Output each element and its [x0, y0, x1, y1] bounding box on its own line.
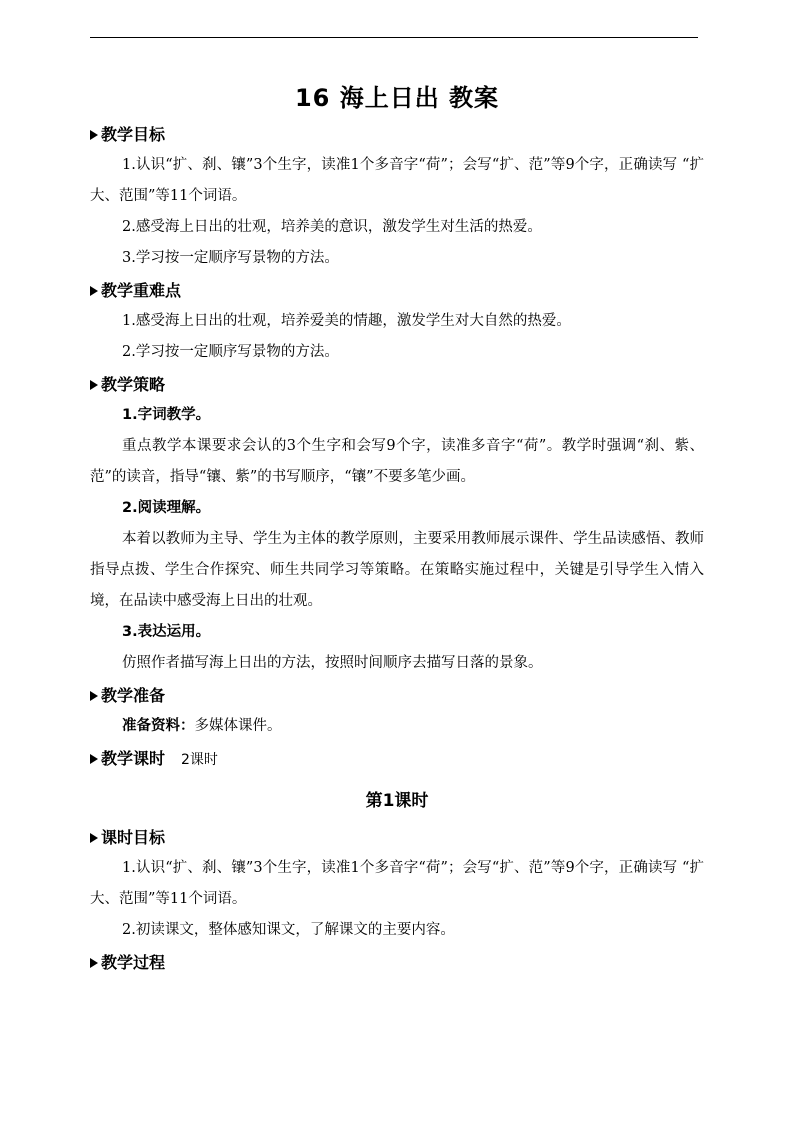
section-heading-lesson-goals: 课时目标	[90, 827, 704, 849]
lesson-title: 第1课时	[365, 791, 429, 811]
goal-item: 3.学习按一定顺序写景物的方法。	[122, 250, 339, 266]
triangle-bullet-icon	[90, 130, 98, 140]
difficulty-item: 1.感受海上日出的壮观，培养爱美的情趣，激发学生对大自然的热爱。	[122, 313, 571, 329]
triangle-bullet-icon	[90, 691, 98, 701]
lesson-goal-item: 1.认识“扩、刹、镶”3个生字，读准1个多音字“荷”；会写“扩、范”等9个字，正确读写 “扩大、范围”等11个词语。	[90, 860, 704, 907]
document-body	[90, 124, 704, 974]
strategy-subheading: 1.字词教学。	[122, 407, 211, 423]
difficulty-item: 2.学习按一定顺序写景物的方法。	[122, 344, 339, 360]
strategy-paragraph: 本着以教师为主导、学生为主体的教学原则，主要采用教师展示课件、学生品读感悟、教师指导点拨、学生合作探究、师生共同学习等策略。在策略实施过程中，关键是引导学生入情入境，在品读中感受海上日出的壮观。	[90, 531, 704, 609]
section-heading-process: 教学过程	[90, 952, 704, 974]
goal-item: 1.认识“扩、刹、镶”3个生字，读准1个多音字“荷”；会写“扩、范”等9个字，正确读写 “扩大、范围”等11个词语。	[90, 157, 704, 204]
strategy-subheading: 2.阅读理解。	[122, 500, 211, 516]
strategy-paragraph: 仿照作者描写海上日出的方法，按照时间顺序去描写日落的景象。	[122, 655, 543, 671]
header-rule	[90, 37, 698, 38]
triangle-bullet-icon	[90, 286, 98, 296]
lesson-goal-item: 2.初读课文，整体感知课文，了解课文的主要内容。	[122, 922, 455, 938]
triangle-bullet-icon	[90, 833, 98, 843]
section-heading-prep: 教学准备	[90, 685, 704, 707]
prep-value: 多媒体课件。	[194, 718, 282, 734]
section-heading-hours: 教学课时 2课时	[90, 748, 704, 771]
strategy-paragraph: 重点教学本课要求会认的3个生字和会写9个字，读准多音字“荷”。教学时强调“刹、紫、范”的读音，指导“镶、紫”的书写顺序，“镶”不要多笔少画。	[90, 438, 704, 485]
section-heading-difficulties: 教学重难点	[90, 280, 704, 302]
strategy-subheading: 3.表达运用。	[122, 624, 211, 640]
triangle-bullet-icon	[90, 958, 98, 968]
triangle-bullet-icon	[90, 380, 98, 390]
section-heading-strategy: 教学策略	[90, 374, 704, 396]
goal-item: 2.感受海上日出的壮观，培养美的意识，激发学生对生活的热爱。	[122, 219, 542, 235]
prep-line	[90, 711, 704, 742]
hours-value: 2课时	[181, 752, 218, 768]
document-title: 16 海上日出 教案	[294, 84, 500, 112]
triangle-bullet-icon	[90, 754, 98, 764]
prep-label: 准备资料：	[122, 718, 195, 734]
section-heading-goals: 教学目标	[90, 124, 704, 146]
